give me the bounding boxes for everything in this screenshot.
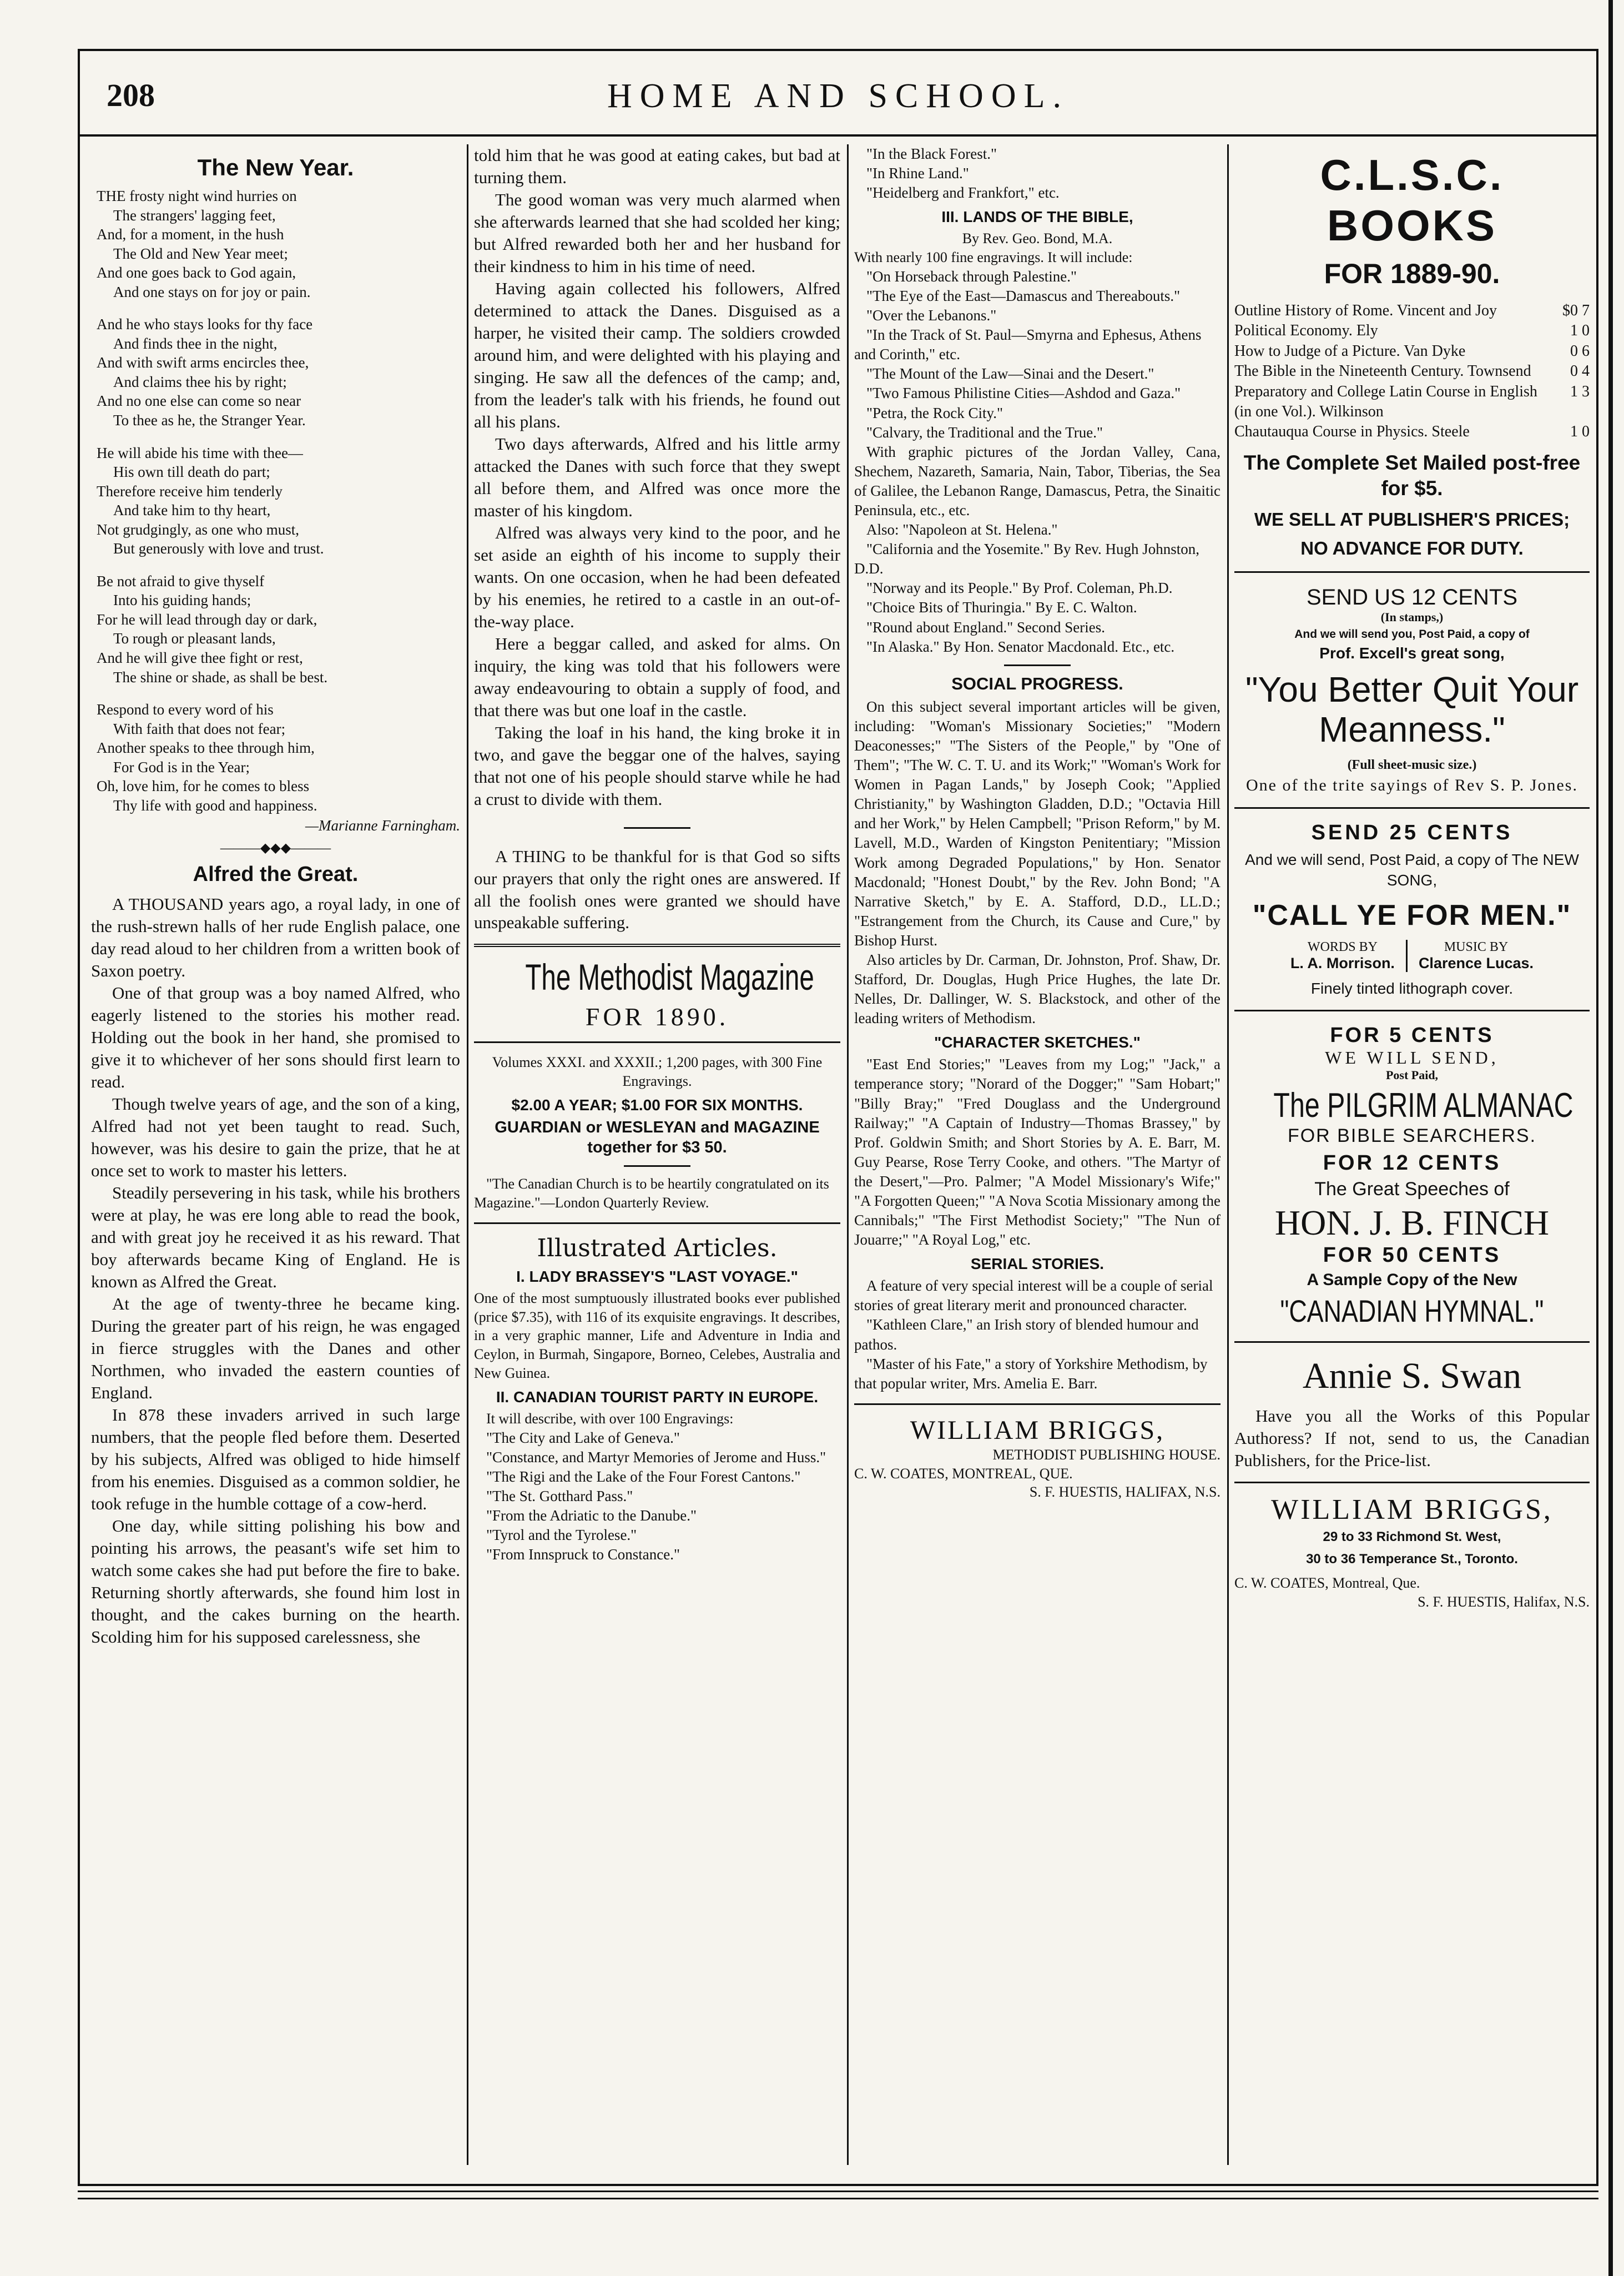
ad12-full: (Full sheet-music size.)	[1347, 757, 1477, 772]
poem-line: Be not afraid to give thyself	[97, 572, 265, 590]
list-item: "California and the Yosemite." By Rev. Hugh Johnston, D.D.	[854, 541, 1200, 577]
column-rule	[847, 144, 849, 2165]
serial-paragraph: "Master of his Fate," a story of Yorkshire Methodism, by that popular writer, Mrs. Amelia E. Barr.	[854, 1355, 1208, 1392]
short-rule	[1004, 664, 1071, 666]
ad25-head: SEND 25 CENTS	[1311, 820, 1513, 844]
poem-stanza	[97, 444, 460, 558]
list-item: "In Alaska." By Hon. Senator Macdonald. Etc., etc.	[866, 638, 1175, 655]
section3-author: By Rev. Geo. Bond, M.A.	[962, 230, 1113, 247]
list-item: "In the Black Forest."	[866, 145, 997, 162]
book-price: $0 7	[1562, 302, 1590, 319]
music-credit: MUSIC BY Clarence Lucas.	[1418, 940, 1534, 972]
list-item: "Calvary, the Traditional and the True."	[866, 424, 1103, 441]
list-item: "Two Famous Philistine Cities—Ashdod and Gaza."	[866, 385, 1181, 402]
ad5-almanac: The PILGRIM ALMANAC	[1273, 1086, 1573, 1125]
short-rule	[624, 827, 690, 829]
list-item: "The Eye of the East—Damascus and Thereabouts."	[866, 287, 1181, 304]
book-row	[1234, 422, 1590, 442]
poem-line: And he will give thee fight or rest,	[97, 649, 303, 667]
poem-body	[91, 187, 460, 815]
book-price: 0 4	[1570, 362, 1590, 380]
list-item: "Choice Bits of Thuringia." By E. C. Walton.	[866, 599, 1137, 616]
ad25-song: "CALL YE FOR MEN."	[1252, 899, 1572, 932]
rule	[474, 1222, 840, 1224]
swan-text: Have you all the Works of this Popular Authoress? If not, send to us, the Canadian Publishers, for the Price-list.	[1234, 1406, 1590, 1471]
poem-line: The Old and New Year meet;	[113, 245, 288, 262]
poem-line: To rough or pleasant lands,	[113, 630, 276, 647]
poem-stanza	[97, 187, 460, 301]
poem-line: And he who stays looks for thy face	[97, 316, 313, 333]
poem-line: His own till death do part;	[113, 464, 270, 481]
book-row	[1234, 301, 1590, 321]
section3-also	[854, 520, 1220, 657]
list-item: "The Rigi and the Lake of the Four Forest Cantons."	[486, 1468, 801, 1485]
clsc-subtitle: FOR 1889-90.	[1324, 258, 1500, 289]
book-title: Chautauqua Course in Physics. Steele	[1234, 423, 1470, 441]
serial-title: SERIAL STORIES.	[970, 1255, 1104, 1273]
article-paragraph: Having again collected his followers, Alfred determined to attack the Danes. Disguised as a harper, he visited their camp. The soldiers crowded around him, and were delighted with his playing and singing. He saw all the defences of the camp; and, from the leader's talk with his friends, he found out all his plans.	[474, 278, 840, 431]
article-title: Alfred the Great.	[193, 863, 359, 887]
rule	[474, 1041, 840, 1043]
no-advance: NO ADVANCE FOR DUTY.	[1300, 538, 1524, 559]
we-sell: WE SELL AT PUBLISHER'S PRICES;	[1254, 509, 1570, 530]
ad12-head: SEND US 12 CENTS	[1306, 585, 1518, 610]
poem-line: Thy life with good and happiness.	[113, 797, 317, 814]
book-title: Preparatory and College Latin Course in English (in one Vol.). Wilkinson	[1234, 382, 1537, 420]
publisher-house: METHODIST PUBLISHING HOUSE.	[992, 1446, 1220, 1463]
poem-attribution: —Marianne Farningham.	[305, 817, 460, 834]
book-price: 1 3	[1570, 382, 1590, 400]
ad25-cover: Finely tinted lithograph cover.	[1310, 980, 1514, 998]
section3-list	[854, 267, 1220, 442]
list-item: "Over the Lebanons."	[866, 307, 997, 324]
article-paragraph: Alfred was always very kind to the poor, and he set aside an eighth of his income to supply their wants. On one occasion, when he had been defeated by his enemies, he retired to a castle in an out-of-the-way place.	[474, 522, 840, 631]
ad5-sample: A Sample Copy of the New	[1307, 1271, 1517, 1290]
serial-paragraph: A feature of very special interest will be a couple of serial stories of great literary merit and pronounced character.	[854, 1277, 1213, 1314]
list-item: "Constance, and Martyr Memories of Jerome and Huss."	[486, 1448, 826, 1466]
newspaper-page	[78, 49, 1598, 2186]
poem-line: Respond to every word of his	[97, 701, 274, 718]
serial-paragraph: "Kathleen Clare," an Irish story of blended humour and pathos.	[854, 1316, 1199, 1353]
swan-agent1: C. W. COATES, Montreal, Que.	[1234, 1575, 1420, 1592]
social-title: SOCIAL PROGRESS.	[951, 673, 1123, 693]
rule	[1234, 1341, 1590, 1343]
list-item: "From the Adriatic to the Danube."	[486, 1507, 697, 1524]
article-paragraph: Two days afterwards, Alfred and his little army attacked the Danes with such force that they swept all before them, and Alfred was once more the master of his kingdom.	[474, 434, 840, 520]
bottom-rule	[78, 2191, 1598, 2199]
section3-intro: With nearly 100 fine engravings. It will include:	[854, 249, 1133, 266]
magazine-volumes: Volumes XXXI. and XXXII.; 1,200 pages, with 300 Fine Engravings.	[492, 1054, 823, 1089]
magazine-year: FOR 1890.	[585, 1003, 729, 1031]
swan-agent2: S. F. HUESTIS, Halifax, N.S.	[1418, 1593, 1590, 1610]
ad5-post-paid: Post Paid,	[1385, 1068, 1439, 1082]
poem-line: He will abide his time with thee—	[97, 444, 303, 461]
article-paragraph: One day, while sitting polishing his bow and pointing his arrows, the peasant's wife set him to watch some cakes she had put before the fire to bake. Returning shortly afterwards, she found him lost in thought, and the cakes burning on the hearth. Scolding him for his supposed carelessness, she	[91, 1515, 460, 1646]
poem-line: For God is in the Year;	[113, 758, 250, 776]
list-item: "From Innspruck to Constance."	[486, 1546, 680, 1563]
swan-publisher: WILLIAM BRIGGS,	[1271, 1494, 1553, 1526]
section2-list	[474, 1428, 840, 1565]
poem-line: And one goes back to God again,	[97, 264, 296, 281]
article-body-col1	[91, 893, 460, 1648]
poem-line: And finds thee in the night,	[113, 335, 278, 352]
book-price: 1 0	[1570, 322, 1590, 340]
book-row	[1234, 382, 1590, 422]
poem-stanza	[97, 700, 460, 815]
ad5-finch: HON. J. B. FINCH	[1274, 1203, 1550, 1243]
rule	[1234, 1010, 1590, 1011]
poem-line: Therefore receive him tenderly	[97, 482, 283, 500]
list-item: "Petra, the Rock City."	[866, 404, 1003, 421]
poem-line: Into his guiding hands;	[113, 592, 251, 609]
list-item: "Heidelberg and Frankfort," etc.	[866, 184, 1060, 202]
list-item: "The St. Gotthard Pass."	[486, 1487, 633, 1504]
book-row	[1234, 321, 1590, 341]
agent-montreal: C. W. COATES, MONTREAL, QUE.	[854, 1465, 1073, 1482]
poem-line: The shine or shade, as shall be best.	[113, 668, 328, 686]
book-row	[1234, 361, 1590, 381]
poem-line: And claims thee his by right;	[113, 373, 287, 390]
rule	[1234, 807, 1590, 809]
ad5-speeches: The Great Speeches of	[1314, 1179, 1510, 1200]
poem-stanza	[97, 572, 460, 687]
ad12-stamps: (In stamps,)	[1380, 610, 1444, 625]
publisher-name: WILLIAM BRIGGS,	[910, 1415, 1165, 1445]
column-4	[1234, 144, 1590, 2165]
ad12-song: "You Better Quit Your Meanness."	[1245, 669, 1579, 749]
poem-line: For he will lead through day or dark,	[97, 611, 317, 628]
ad5-we-will: WE WILL SEND,	[1325, 1048, 1499, 1068]
clsc-title: C.L.S.C. BOOKS	[1320, 150, 1504, 250]
list-item: "The City and Lake of Geneva."	[486, 1429, 680, 1446]
page-number: 208	[107, 77, 155, 113]
article-body-col2	[474, 144, 840, 810]
poem-line: The strangers' lagging feet,	[113, 207, 276, 224]
book-title: How to Judge of a Picture. Van Dyke	[1234, 342, 1466, 360]
poem-line: But generously with love and trust.	[113, 540, 324, 557]
book-row	[1234, 341, 1590, 361]
list-item: Also: "Napoleon at St. Helena."	[866, 521, 1058, 538]
poem-line: Oh, love him, for he comes to bless	[97, 778, 310, 795]
list-item: "In the Track of St. Paul—Smyrna and Ephesus, Athens and Corinth," etc.	[854, 326, 1202, 363]
section1-title: I. LADY BRASSEY'S "LAST VOYAGE."	[516, 1267, 798, 1285]
poem-line: And one stays on for joy or pain.	[113, 283, 311, 300]
poem-line: And, for a moment, in the hush	[97, 226, 284, 243]
book-price: 0 6	[1570, 342, 1590, 360]
book-title: The Bible in the Nineteenth Century. Townsend	[1234, 362, 1531, 380]
poem-line: Not grudgingly, as one who must,	[97, 521, 299, 538]
page-header	[80, 51, 1596, 137]
poem-line: And with swift arms encircles thee,	[97, 354, 309, 371]
column-rule	[1227, 144, 1229, 2165]
short-rule	[624, 1165, 690, 1167]
list-item: "Round about England." Second Series.	[866, 618, 1105, 636]
poem-line: And take him to thy heart,	[113, 502, 271, 519]
book-list	[1234, 301, 1590, 442]
section2-title: II. CANADIAN TOURIST PARTY IN EUROPE.	[496, 1388, 819, 1406]
column-1	[91, 144, 460, 2165]
list-item: "On Horseback through Palestine."	[866, 268, 1077, 285]
character-title: "CHARACTER SKETCHES."	[934, 1034, 1141, 1051]
column-rule	[467, 144, 468, 2165]
rule	[854, 1403, 1220, 1405]
column-3	[854, 144, 1220, 2165]
ad5-for50: FOR 50 CENTS	[1323, 1243, 1501, 1267]
character-text: "East End Stories;" "Leaves from my Log;" "Jack," a temperance story; "Norard of the Dogger;" "Sam Hobart;" "Billy Bray;" "Fred Douglass and the Underground Railway;" "A Captain of Industry—Thomas Brassey," by Prof. Goldwin Smith; and Short Stories by A. E. Barr, M. Guy Pearse, Rose Terry Cooke, and others. "The Martyr of the Desert,"—Pro. Palmer; "A Model Missionary's Wife;" "A Forgotten Queen;" "A Nova Scotia Missionary among the Cannibals;" "The First Methodist Society;" "The Nun of Jouarre;" "A Royal Log," etc.	[854, 1056, 1220, 1248]
social-text: On this subject several important articles will be given, including: "Woman's Missionary Societies;" "Modern Deaconesses;" "The Sisters of the People," by "One of Them"; "The W. C. T. U. and its Work;" "Woman's Work for Women in Pagan Lands," by Joseph Cook; "Applied Christianity," by Washington Gladden, D.D.; "Octavia Hill and her Work," by Helen Campbell; "Prison Reform," by M. Lavell, M.D., Warden of Kingston Penitentiary; "Mission Work among Degraded Populations," by Hon. Senator Macdonald; "Honest Doubt," by the Rev. John Bond; "A Narrative Sketch," by E. A. Stafford, D.D., LL.D.; "Estrangement from the Church, its Cause and Cure," by Bishop Hurst.	[854, 698, 1220, 949]
words-credit: WORDS BY L. A. Morrison.	[1279, 940, 1408, 972]
poem-line: To thee as he, the Stranger Year.	[113, 412, 306, 429]
illustrated-heading: Illustrated Articles.	[537, 1233, 778, 1262]
magazine-price: $2.00 A YEAR; $1.00 FOR SIX MONTHS.	[511, 1096, 803, 1114]
ad5-hymnal: "CANADIAN HYMNAL."	[1280, 1293, 1544, 1329]
book-title: Outline History of Rome. Vincent and Joy	[1234, 302, 1497, 319]
agent-halifax: S. F. HUESTIS, HALIFAX, N.S.	[1029, 1484, 1220, 1500]
rule	[1234, 1482, 1590, 1483]
filler-paragraph: A THING to be thankful for is that God so sifts our prayers that only the right ones are answered. If all the foolish ones were granted we should have unspeakable suffering.	[474, 846, 840, 933]
poem-title: The New Year.	[197, 154, 354, 180]
book-title: Political Economy. Ely	[1234, 322, 1378, 340]
article-paragraph: Here a beggar called, and asked for alms. On inquiry, the king was told that his followers were away endeavouring to obtain a supply of food, and that there was but one loaf in the castle.	[474, 633, 840, 720]
article-paragraph: Taking the loaf in his hand, the king broke it in two, and gave the beggar one of the halves, saying that not one of his people should starve while he had a crust to divide with them.	[474, 722, 840, 809]
section2-list-cont	[854, 144, 1220, 203]
column-2	[474, 144, 840, 2165]
ad12-prof: Prof. Excell's great song,	[1319, 644, 1505, 662]
ad5-head: FOR 5 CENTS	[1330, 1024, 1494, 1048]
rule	[1234, 571, 1590, 573]
section1-text: One of the most sumptuously illustrated books ever published (price $7.35), with 116 of its exquisite engravings. It describes, in a very graphic manner, Life and Adventure in India and Ceylon, in Burmah, Singapore, Borneo, Celebes, Australia and New Guinea.	[474, 1290, 840, 1381]
poem-line: THE frosty night wind hurries on	[97, 188, 297, 204]
poem-stanza	[97, 315, 460, 430]
ornament-divider: ———◆◆◆———	[220, 841, 331, 856]
article-paragraph: told him that he was good at eating cakes, but bad at turning them.	[474, 145, 840, 187]
article-paragraph: Steadily persevering in his task, while his brothers were at play, he was ere long able to read the book, and with great joy he received it as his reward. That boy afterwards became King of England. He is known as Alfred the Great.	[91, 1183, 460, 1292]
article-paragraph: One of that group was a boy named Alfred, who eagerly listened to the stories his mother read. Holding out the book in her hand, she promised to give it to whichever of her sons should first learn to read.	[91, 983, 460, 1092]
complete-set: The Complete Set Mailed post-free for $5.	[1243, 451, 1581, 500]
social-also: Also articles by Dr. Carman, Dr. Johnston, Prof. Shaw, Dr. Stafford, Dr. Douglas, Hugh Price Hughes, the late Dr. Nelles, Dr. Dallinger, W. S. Blackstock, and other of the leading writers of Methodism.	[854, 951, 1220, 1027]
list-item: "In Rhine Land."	[866, 165, 969, 182]
double-rule	[474, 944, 840, 947]
swan-name: Annie S. Swan	[1302, 1356, 1522, 1397]
article-paragraph: The good woman was very much alarmed when she afterwards learned that she had scolded her king; but Alfred rewarded both her and her husband for their kindness to him in his time of need.	[474, 189, 840, 276]
article-paragraph: Though twelve years of age, and the son of a king, Alfred had not yet been taught to read. Such, however, was his desire to gain the prize, that he at once set to work to master his letters.	[91, 1094, 460, 1181]
poem-line: And no one else can come so near	[97, 392, 301, 410]
book-price: 1 0	[1570, 423, 1590, 441]
article-paragraph: In 878 these invaders arrived in such large numbers, that the people fled before them. Deserted by his subjects, Alfred was obliged to hide himself from his enemies. Disguised as a common soldier, he took refuge in the humble cottage of a cow-herd.	[91, 1405, 460, 1513]
ad12-line: And we will send you, Post Paid, a copy of	[1294, 628, 1530, 641]
section2-intro: It will describe, with over 100 Engravings:	[486, 1410, 734, 1427]
magazine-quote: "The Canadian Church is to be heartily congratulated on its Magazine."—London Quarterly Review.	[474, 1176, 829, 1211]
swan-addr1: 29 to 33 Richmond St. West,	[1323, 1529, 1501, 1545]
section3-text: With graphic pictures of the Jordan Valley, Cana, Shechem, Nazareth, Samaria, Nain, Tabor, Tiberias, the Sea of Galilee, the Lebanon Range, Damascus, Petra, the Sinaitic Peninsula, etc., etc.	[854, 443, 1220, 518]
article-paragraph: A THOUSAND years ago, a royal lady, in one of the rush-strewn halls of her rude English palace, one day read aloud to her children from a written book of Saxon poetry.	[91, 894, 460, 981]
list-item: "The Mount of the Law—Sinai and the Desert."	[866, 365, 1154, 382]
magazine-title: The Methodist Magazine	[525, 956, 814, 998]
article-paragraph: At the age of twenty-three he became king. During the greater part of his reign, he was engaged in fierce struggles with the Danes and other Northmen, who invaded the eastern counties of England.	[91, 1294, 460, 1403]
swan-addr2: 30 to 36 Temperance St., Toronto.	[1306, 1552, 1518, 1567]
page-edge-shadow	[1608, 0, 1613, 2276]
ad25-credits	[1234, 940, 1590, 972]
guardian-offer: GUARDIAN or WESLEYAN and MAGAZINE together for $3 50.	[495, 1118, 820, 1156]
masthead: HOME AND SCHOOL.	[607, 77, 1069, 115]
ad5-for12: FOR 12 CENTS	[1323, 1151, 1501, 1175]
list-item: "Tyrol and the Tyrolese."	[486, 1527, 637, 1543]
ad12-trite: One of the trite sayings of Rev S. P. Jones.	[1246, 776, 1578, 794]
ad25-line: And we will send, Post Paid, a copy of The NEW SONG,	[1245, 850, 1579, 889]
serial-text	[854, 1276, 1220, 1393]
poem-line: With faith that does not fear;	[113, 720, 286, 737]
poem-line: Another speaks to thee through him,	[97, 739, 315, 757]
ad5-bible: FOR BIBLE SEARCHERS.	[1287, 1125, 1537, 1147]
list-item: "Norway and its People." By Prof. Coleman, Ph.D.	[866, 580, 1173, 597]
section3-title: III. LANDS OF THE BIBLE,	[941, 208, 1133, 226]
